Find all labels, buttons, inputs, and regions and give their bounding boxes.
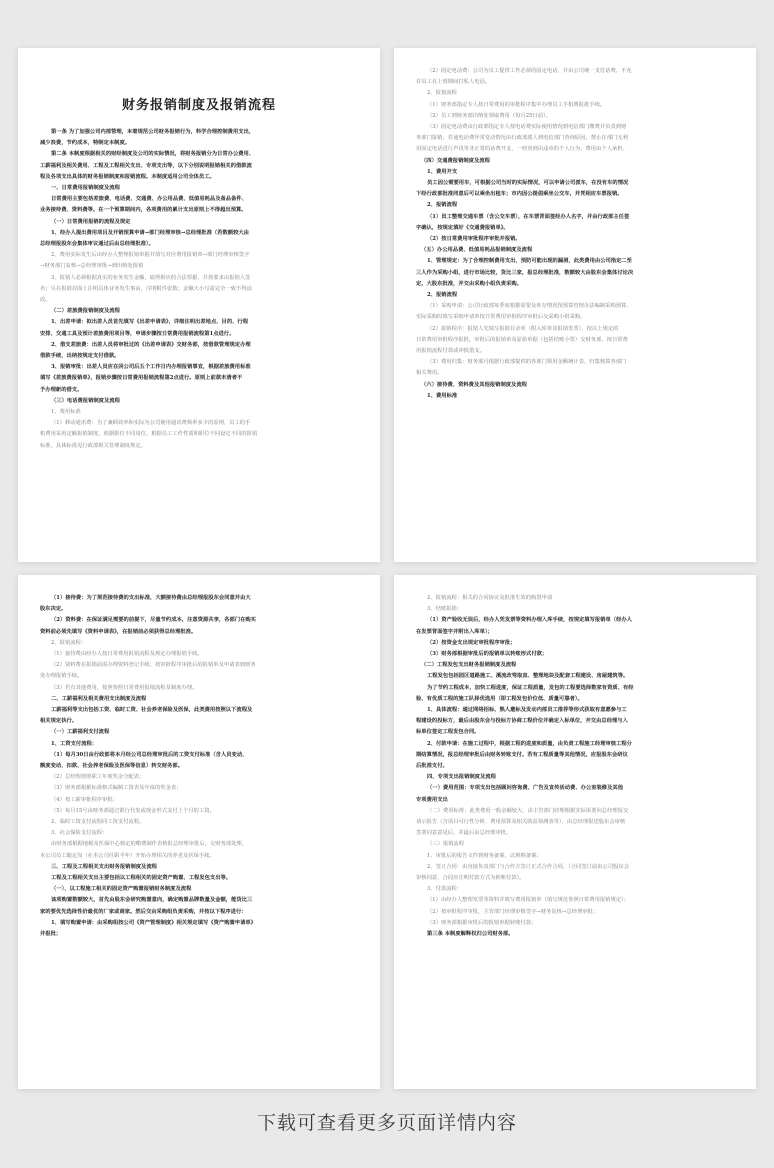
text-line: （1）接待费由经办人按日常费用报销流程及规定办理报销手续。 (51, 651, 203, 658)
text-line: 定，大股东批准，并交由采购小组负责采购。 (416, 280, 522, 287)
text-line: 2、借支差旅费：出差人员将审批过的《出差申请表》交财务部，按借款管理规定办理 (51, 341, 251, 348)
text-line: 三人作为采购小组，进行市场比较，货比三家，报总经理批准，数额较大由股东会集体讨论决 (416, 269, 634, 276)
document-page-2 (394, 48, 756, 562)
document-page-1 (18, 48, 380, 562)
text-line: （一）、以工程施工相关的固定资产购置报销财务制度及流程 (51, 886, 192, 893)
page-text (416, 593, 734, 940)
text-line: （1）由经办人整理发票等资料并填写费用报销单（填写规范参照日常费用报销规定）； (427, 897, 630, 904)
text-line: （2）按日常费用审批程序审批并报销。 (427, 236, 521, 243)
document-title: 财务报销制度及报销流程 (121, 98, 276, 113)
text-line: 名；另在报销封面上注明具体业务发生事由，注明附件张数；金额大小写需完全一致不得涂 (40, 285, 252, 292)
text-line: 在发票背面签字并附出入库单）； (416, 628, 493, 635)
text-line: 审核同意，合同应注明付款方式为转账付款）。 (416, 875, 525, 882)
text-line: （2）资料费：在保证满足需要的前提下，尽量节约成本，注意资源共享，各部门在购买 (51, 617, 256, 624)
text-line: 股东决定。 (40, 606, 67, 613)
text-line: 二、工薪福利及相关费用支出制度及流程 (51, 695, 147, 702)
text-line: 安排、交通工具及预计差旅费用项目等，申请步骤按日常费用报销流程第1点进行。 (40, 330, 235, 337)
text-line: （2）总经理按照职工年度奖金分配表； (51, 774, 145, 781)
text-line: 请示报告（含项目可行性分析、费用预算及相关收益预测表等），由总经理报送股东会审核 (416, 819, 626, 826)
text-line: 为了节约工程成本，加快工程进度，保证工程质量，发包的工程要选择数家有资质、有经 (427, 684, 634, 691)
text-line: 填写《差旅费报销单》，报销步骤按日常费用报销流程第2点进行。原则上前款未清者不 (40, 375, 243, 382)
text-line: 1、填写购置申请：由采购组按公司《资产管理制度》相关规定填写《资产购置申请单》 (51, 919, 256, 926)
text-line: 并报批； (40, 931, 62, 938)
text-line: 3、报销审批：出差人员应在回公司后五个工作日内办理报销事宜，根据差旅费用标准 (51, 364, 251, 371)
text-line: 2、报销流程 (427, 90, 457, 97)
text-line: 2、报销流程：相关的合同协议及批准生效的购置申请 (427, 595, 553, 601)
text-line: 标准，具体标准见行政部相关管理制度规定。 (40, 442, 146, 449)
text-line: 期结算情况，报总经理审批后由财务转账支付。若有工程质量等其他情况，应报股东会研议 (416, 751, 628, 758)
text-line: （3）财务部根据审批后的报销单据转账付款； (427, 919, 537, 926)
text-line: （3）财务部根据审批后的报销单以转账形式付款； (427, 651, 548, 658)
text-line: 2、报销流程： (51, 639, 87, 646)
text-line: 1、费用开支 (427, 168, 458, 175)
text-line: 第二条 本制度根据相关的财经制度及公司的实际情况，将财务报销分为日常办公费用、 (51, 151, 255, 158)
text-line: （一）日常费用报销的流程及规定 (51, 218, 131, 225)
text-line: （2）按资金支出规定审批程序审批； (427, 639, 516, 646)
text-line: 用报销流程付款或冲抵借支。 (416, 348, 485, 355)
text-line: 工薪福利等支出包括工资、临时工资、社会养老保险及医保，此类费用按照以下流程及 (51, 707, 253, 714)
text-line: （2）报销程序：报销人先填写报销目录单（附入库单及报销发票），按以上规定的 (427, 325, 619, 332)
text-line: 机费用采用定额报销制度，依据职位不同岗位，根据员工工作性质和职位不同设定不同的报销 (40, 431, 258, 438)
page-text (40, 127, 358, 452)
text-line: 下经行政部批准同意后可以乘坐出租车；市内因公提倡乘坐公交车，并凭相应车票报销。 (416, 191, 623, 198)
text-line: 1、经办人提出费用项目及开销预算申请→部门经理审核→总经理批准（若数额较大由 (51, 229, 249, 236)
text-line: 专项费用支出 (416, 796, 448, 803)
text-line: 2、付款申请：在施工过程中，根据工程的进度和质量，由负责工程施工经理审核工程分 (427, 740, 632, 747)
text-line: 实际采购时填写采购申请单按日常费用审批程序审批后交采购小组采购。 (416, 314, 586, 321)
text-line: 1、出差申请：拟出差人员首先填写《出差申请表》，详细注明出差地点、目的、行程 (51, 319, 249, 326)
text-line: 借款手续，出纳按规定支付借款。 (40, 353, 120, 360)
text-line: 许员工在上班期间打私人电话。 (416, 79, 491, 86)
text-line: （3）若有其他费用，按照参照日常费用报销流程及制度办理。 (51, 684, 198, 691)
text-line: （六）接待费、资料费及其他报销制度及流程 (421, 381, 527, 388)
text-line: 第三条 本制度解释权归公司财务部。 (427, 931, 514, 938)
document-page-3 (18, 575, 380, 1089)
text-line: （3）固定电话费由行政部指定专人按电话费实际使用情况到电信部门缴费并负责到财 (427, 124, 627, 131)
text-line: 处办理报销手续。 (40, 673, 83, 680)
text-line: （4）按工薪审批程序审批； (51, 796, 118, 803)
text-line: （2）固定电话费：公司为员工提供工作必须的固定电话，并由公司统一支付话费，不允 (427, 68, 632, 74)
text-line: 第一条 为了加强公司内部管理，本着规范公司财务报销行为，科学合理控制费用支出， (51, 129, 255, 135)
text-line: （五）办公用品费、低值易耗品报销制度及流程 (421, 247, 533, 254)
text-line: 资料前必须先填写《资料申请表》，在报销前必须获得总经理批准。 (40, 628, 197, 635)
text-line: （四）交通费报销制度及流程 (421, 157, 490, 164)
text-line: 1、管理规定：为了合理控制费用支出，预防可能出现的漏洞，此类费用由公司指定二至 (427, 258, 632, 265)
text-line: 相关费用。 (416, 370, 443, 377)
text-line: 四、专项支出报销制度及流程 (427, 774, 496, 781)
text-line: →财务部门复核→总经理审批→到出纳处报销 (40, 263, 144, 270)
text-line: 改。 (40, 297, 51, 304)
text-line: 字确认，按规定填好《交通费报销单》。 (416, 224, 509, 231)
page-text (40, 593, 358, 940)
text-line: （1）移动通讯费：为了兼顾效率和实际为公司使用通讯费频率多少的原则，员工的手 (51, 420, 251, 427)
text-line: 标单位签定工程发包合同。 (416, 729, 480, 736)
text-line: 2、费用实际发生后由经办人整理报销单据并填写对应费用报销单→部门经理审核签字 (51, 252, 250, 259)
text-line: 程及各项支出具体的财务报销制度和报销流程。本制度适用公司全体员工。 (40, 173, 215, 180)
text-line: 相关规定执行。 (40, 718, 78, 725)
text-line: （1）采购申请：公司行政部每季度根据需要及库存情况按预算管理办法编制采购预算， (427, 303, 632, 310)
text-line: 总经理报股东会集体审议通过后由总经理批准）。 (40, 241, 154, 248)
text-line: 业务接待费、资料费等。在一个预算期间内，各项费用的累计支出原则上不得超出预算。 (40, 207, 247, 214)
text-line: 由财务部根据地税及医保中心核定的缴费制作表格报总经理审批后，交财务部处理， (51, 841, 247, 848)
text-line: 减少浪费，节约成本，特制定本制度。 (40, 140, 131, 147)
document-page-4 (394, 575, 756, 1089)
text-line: 三、工程及工程相关支出财务报销制度及流程 (51, 863, 157, 870)
text-line: （1）接待费：为了规范接待费的支出标准，大额接待费由总经理报股东会同意并由大 (51, 595, 251, 601)
text-line: 工程及工程相关支出主要包括以工程相关的固定资产购置、工程发包支出等。 (51, 875, 232, 882)
text-line: 1、费用标准 (51, 409, 81, 416)
text-line: 予办理新的借支。 (40, 386, 83, 393)
text-line: 1、审批后的报告文件到财务备案，以规则备案； (427, 852, 542, 859)
text-line: 3、报销人必须根据真实的业务发生金额，取得相应的合法票据，并按要求由报销人签 (51, 274, 251, 281)
text-line: 1、费用标准 (427, 392, 458, 399)
text-line: 工程发包包括园区道路施工、溪流改弯取直、整理地块及配套工程建设、房屋建筑等。 (427, 673, 629, 680)
text-line: （5）每月15号由财务部通过银行代发或现金形式支付上个月的工资。 (51, 807, 215, 814)
text-line: 签署同意意见后，并最后由总经理审批。 (416, 830, 512, 837)
text-line: 务部门报销，若通电话费异常变动情况由行政部派人到电信部门查询原因，禁止在部门无利 (416, 135, 628, 142)
text-line: （1）每月30日由行政部将本月经公司总经理审批后的工资支付标准（含人员变动、 (51, 751, 248, 758)
text-line: （3）费用归集：财务部月根据行政部提供的各部门领用金额统计表，归集核算各部门 (427, 359, 627, 366)
text-line: 工薪福利及相关费用、工程及工程相关支出、专项支出等，以下分别说明报销相关的借款流 (40, 162, 252, 169)
text-line: 该项购置数额较大，首先由股东会研究购置意向，确定购置品牌数量及金额，能货比三 (51, 897, 253, 904)
text-line: （二）差旅费报销制度及流程 (51, 308, 120, 315)
page-text (416, 66, 734, 402)
text-line: （三）报销流程 (427, 841, 465, 848)
text-line: 额度变动、扣款、社会养老保险及医保等信息）转交财务部。 (40, 763, 184, 770)
text-line: （一）工薪福利支付流程 (51, 729, 110, 736)
text-line: （2）按审批程序审批，主管部门经理审核签字→财务复核→总经理审批； (427, 908, 599, 915)
text-line: 日常费用审批程序报批，审批后的报销单及原始单据（包括结账小票）交财务部，按日常费 (416, 336, 628, 343)
text-line: 程建设的投标方，最后由股东会与投标方协商工程价位并确定入标单位，并交由总经理与入 (416, 718, 628, 725)
text-line: 3、社会保险支付流程： (51, 830, 108, 837)
text-line: 1、工资支付流程： (51, 740, 98, 747)
text-line: 后批准支付。 (416, 763, 448, 770)
text-line: （1）财务部指定专人按日常费用的审批程序集中办理员工手机费报批手续。 (427, 101, 606, 108)
text-line: （1）员工整理交通车票（含公交车票），在车票背面签经办人名字，并由行政部主任签 (427, 213, 630, 220)
text-line: 2、签订合同：由直接负责部门与合作方签订正式合作合同，（合同签订前由公司股东会 (427, 863, 630, 870)
text-line: （2）员工到财务部出纳处领取费用（每月25日前）。 (427, 112, 551, 119)
text-line: 3、结账报销： (427, 606, 463, 613)
download-more-caption[interactable]: 下载可查看更多页面详情内容 (256, 1112, 517, 1134)
text-line: （3）财务部根据标准格式编制工资表及年度的奖金表； (51, 785, 182, 792)
text-line: 验、有优质工程的施工队择优选用（即工程发包价位低、质量可靠者）。 (416, 695, 583, 702)
text-line: 日常费用主要包括差旅费、电话费、交通费、办公用品费、低值易耗品及备品备件、 (51, 196, 247, 203)
text-line: （一）费用范围：专项支出包括顾问咨询费、广告及宣传活动费、办公室装修及其他 (427, 785, 623, 792)
text-line: 2、临时工资支付流程同工资支付流程。 (51, 819, 145, 826)
text-line: 1、具体流程：通过网络招标、熟人邀标及发动内部员工推荐等形式获取有意愿参与工 (427, 707, 627, 714)
text-line: 3、付款流程： (427, 886, 463, 893)
text-line: 一、日常费用报销制度及流程 (51, 185, 120, 192)
text-line: （二）工程发包支出财务报销制度及流程 (421, 662, 517, 669)
text-line: 本公司员工随定岗（在本公司任职半年）开始办理相关的养老及医保手续。 (40, 852, 215, 859)
text-line: 用固定电话进行声讯等非正常的话费开支，一经查到由违章的个人行为，费用由个人承担。 (416, 146, 628, 153)
text-line: （1）资产验收无误后，经办人凭发票等资料办理入库手续，按规定填写报销单（经办人 (427, 617, 632, 624)
text-line: 2、报销流程 (427, 202, 458, 209)
text-line: 家的要优先选择性价最优的厂家或商家。然后交由采购组负责采购，并按以下程序进行： (40, 908, 247, 915)
text-line: （2）资料费在报销前需办理资料登记手续，按审批程序审批后的报销单及申请表到财务 (51, 662, 256, 669)
text-line: 2、报销流程 (427, 292, 458, 299)
text-line: （二）费用标准：此类费用一般金额较大，由主管部门经理根据实际需要向总经理报交 (427, 807, 629, 814)
text-line: （三）电话费报销制度及流程 (51, 397, 120, 404)
text-line: 员工因公需要用车，可根据公司当时的实际情况，可以申请公司派车，在没有车的情况 (427, 180, 629, 187)
